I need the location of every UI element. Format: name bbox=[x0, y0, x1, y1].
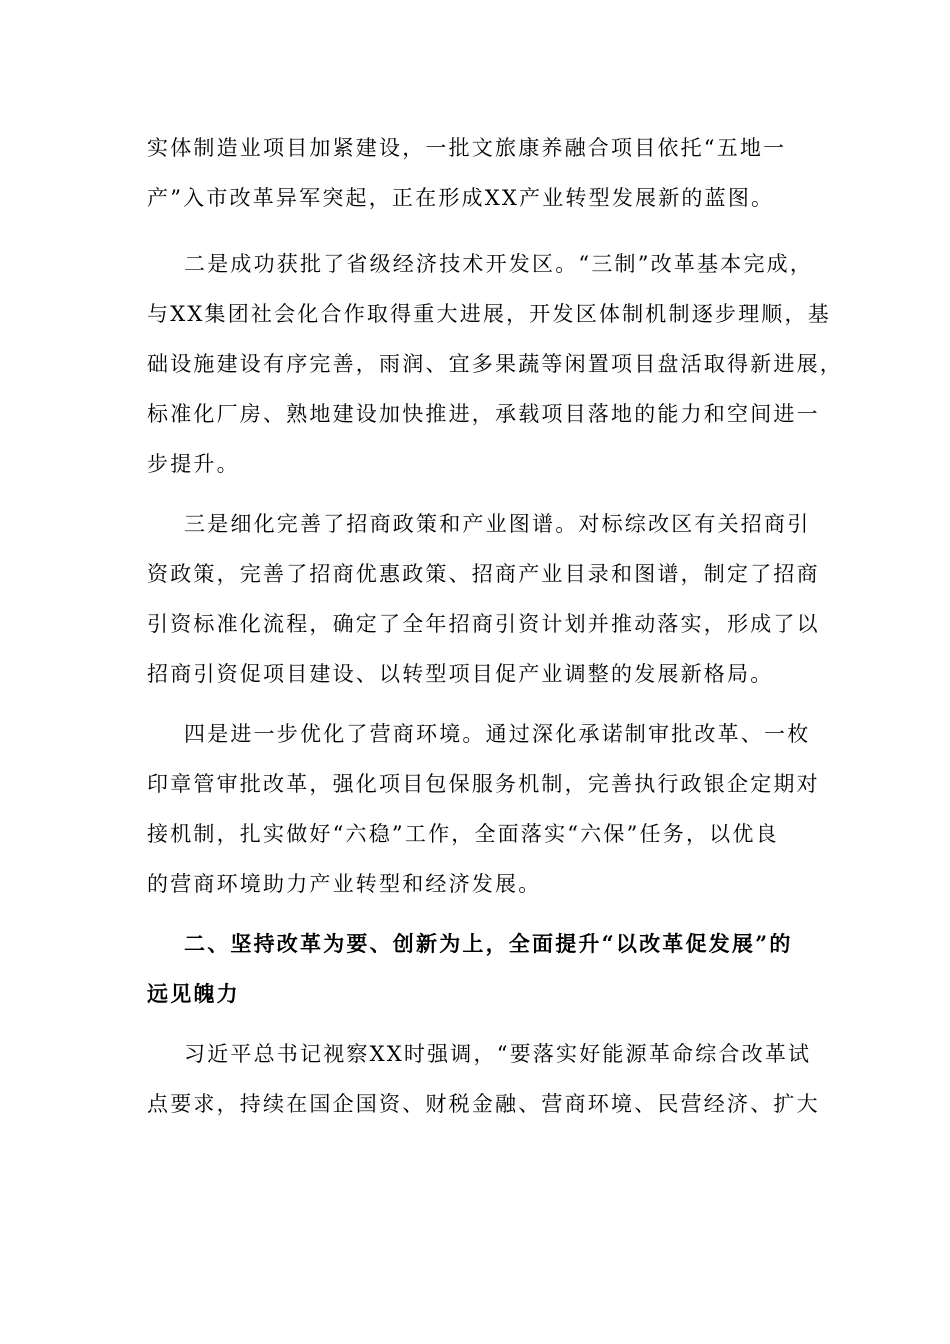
text-line: 产”入市改革异军突起，正在形成XX产业转型发展新的蓝图。 bbox=[147, 186, 775, 210]
text-line: 与XX集团社会化合作取得重大进展，开发区体制机制逐步理顺，基 bbox=[147, 302, 831, 326]
paragraph-first-line: 习近平总书记视察XX时强调，“要落实好能源革命综合改革试 bbox=[184, 1042, 812, 1066]
section-heading: 二、坚持改革为要、创新为上，全面提升“以改革促发展”的 bbox=[184, 931, 793, 956]
paragraph-first-line: 二是成功获批了省级经济技术开发区。“三制”改革基本完成， bbox=[184, 252, 814, 276]
paragraph-first-line: 四是进一步优化了营商环境。通过深化承诺制审批改革、一枚 bbox=[184, 722, 811, 746]
text-line: 实体制造业项目加紧建设，一批文旅康养融合项目依托“五地一 bbox=[147, 136, 787, 160]
text-line: 标准化厂房、熟地建设加快推进，承载项目落地的能力和空间进一 bbox=[147, 402, 820, 426]
text-line: 接机制，扎实做好“六稳”工作，全面落实“六保”任务，以优良 bbox=[147, 822, 779, 846]
text-line: 引资标准化流程，确定了全年招商引资计划并推动落实，形成了以 bbox=[147, 612, 820, 636]
text-line: 的营商环境助力产业转型和经济发展。 bbox=[147, 872, 542, 896]
text-line: 步提升。 bbox=[147, 452, 240, 476]
text-line: 印章管审批改革，强化项目包保服务机制，完善执行政银企定期对 bbox=[147, 772, 820, 796]
section-heading-continuation: 远见魄力 bbox=[147, 981, 240, 1006]
text-line: 招商引资促项目建设、以转型项目促产业调整的发展新格局。 bbox=[147, 662, 774, 686]
paragraph-first-line: 三是细化完善了招商政策和产业图谱。对标综改区有关招商引 bbox=[184, 512, 811, 536]
text-line: 础设施建设有序完善，雨润、宜多果蔬等闲置项目盘活取得新进展， bbox=[147, 352, 843, 376]
text-line: 资政策，完善了招商优惠政策、招商产业目录和图谱，制定了招商 bbox=[147, 562, 820, 586]
text-line: 点要求，持续在国企国资、财税金融、营商环境、民营经济、扩大 bbox=[147, 1092, 820, 1116]
